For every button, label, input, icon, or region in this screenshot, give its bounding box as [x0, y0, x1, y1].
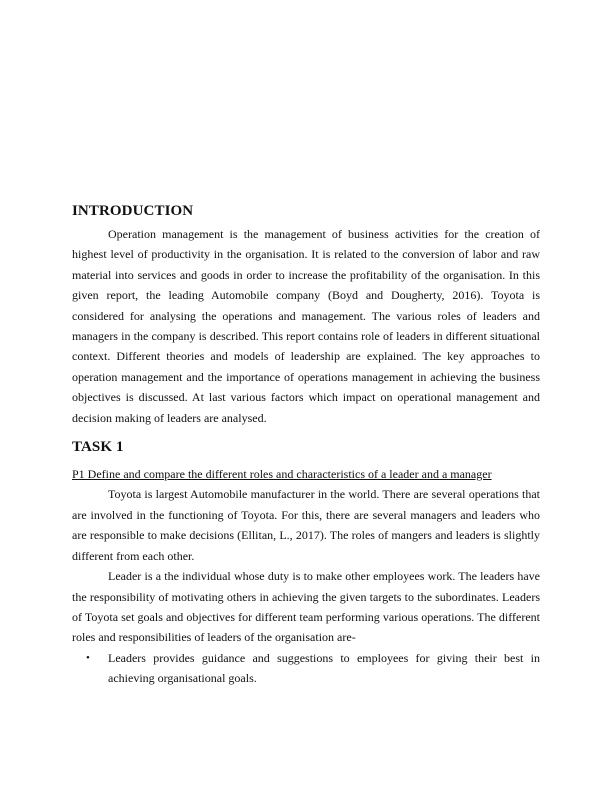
task1-subheading: P1 Define and compare the different roles and characteristics of a leader and a manager — [72, 467, 492, 482]
leader-roles-list — [72, 648, 540, 689]
introduction-heading: INTRODUCTION — [72, 203, 194, 219]
task1-heading: TASK 1 — [72, 439, 124, 456]
document-page — [72, 201, 540, 689]
introduction-paragraph: Operation management is the management of business activities for the creation of highest level of productivity in the organisation. It is related to the conversion of labor and raw material into services and goods in order to increase the profitability of the organisation. In this given report, the leading Automobile company (Boyd and Dougherty, 2016). Toyota is considered for analysing the operations and management. The various roles of leaders and managers in the company is described. This report contains role of leaders in different situational context. Different theories and models of leadership are explained. The key approaches to operation management and the importance of operations management in achieving the business objectives is discussed. At last various factors which impact on operational management and decision making of leaders are analysed. — [72, 227, 540, 425]
task1-paragraph-2: Leader is a the individual whose duty is to make other employees work. The leaders have the responsibility of motivating others in achieving the given targets to the subordinates. Leaders of Toyota set goals and objectives for different team performing various operations. The different roles and responsibilities of leaders of the organisation are- — [72, 569, 540, 645]
list-item-text: Leaders provides guidance and suggestions to employees for giving their best in achieving organisational goals. — [108, 650, 540, 686]
list-item — [72, 648, 540, 689]
bullet-icon: • — [86, 651, 90, 664]
task1-paragraph-1: Toyota is largest Automobile manufacturer in the world. There are several operations that are involved in the functioning of Toyota. For this, there are several managers and leaders who are responsible to make decisions (Ellitan, L., 2017). The roles of mangers and leaders is slightly different from each other. — [72, 487, 540, 563]
